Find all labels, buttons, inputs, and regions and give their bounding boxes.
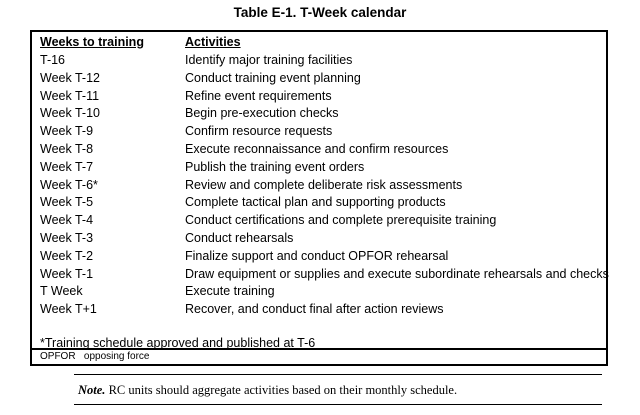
week-cell: Week T-11 [40, 88, 100, 103]
activity-cell: Finalize support and conduct OPFOR rehearsal [185, 248, 449, 263]
table-title: Table E-1. T-Week calendar [233, 5, 407, 20]
activity-cell: Draw equipment or supplies and execute subordinate rehearsals and checks [185, 266, 609, 281]
week-cell: Week T-1 [40, 266, 94, 281]
week-cell: Week T-12 [40, 70, 100, 85]
activity-cell: Execute reconnaissance and confirm resources [185, 142, 449, 156]
activity-cell: Publish the training event orders [185, 159, 365, 174]
activity-cell: Conduct training event planning [185, 70, 361, 85]
activity-cell: Review and complete deliberate risk assessments [185, 177, 463, 192]
activity-cell: Confirm resource requests [185, 124, 333, 139]
week-cell: Week T-10 [40, 106, 100, 121]
header-activities: Activities [185, 35, 241, 49]
activity-cell: Identify major training facilities [185, 53, 353, 67]
activity-cell: Conduct rehearsals [185, 231, 294, 245]
header-weeks-to-training: Weeks to training [40, 35, 144, 49]
table-footnote: *Training schedule approved and published at T-6 [40, 336, 316, 350]
week-cell: T-16 [40, 53, 66, 67]
week-cell: Week T-6* [40, 177, 98, 192]
note-divider-bottom [74, 404, 602, 405]
abbreviation-legend: OPFOR opposing force [30, 350, 608, 366]
week-cell: Week T-5 [40, 195, 94, 210]
note-label: Note. [78, 383, 106, 397]
activity-cell: Refine event requirements [185, 88, 332, 103]
week-cell: Week T-9 [40, 124, 94, 139]
week-cell: T Week [40, 284, 83, 299]
activity-cell: Begin pre-execution checks [185, 106, 339, 121]
week-cell: Week T-3 [40, 231, 94, 245]
week-cell: Week T-4 [40, 213, 94, 228]
activity-cell: Execute training [185, 284, 275, 299]
activity-cell: Conduct certifications and complete prerequisite training [185, 213, 497, 228]
note [78, 382, 457, 398]
activity-cell: Recover, and conduct final after action reviews [185, 302, 444, 317]
note-divider-top [74, 374, 602, 375]
week-cell: Week T-8 [40, 142, 94, 156]
t-week-table [30, 30, 608, 350]
activity-cell: Complete tactical plan and supporting products [185, 195, 446, 210]
week-cell: Week T-2 [40, 248, 94, 263]
week-cell: Week T-7 [40, 159, 94, 174]
week-cell: Week T+1 [40, 302, 97, 317]
note-text: RC units should aggregate activities based on their monthly schedule. [105, 383, 458, 397]
